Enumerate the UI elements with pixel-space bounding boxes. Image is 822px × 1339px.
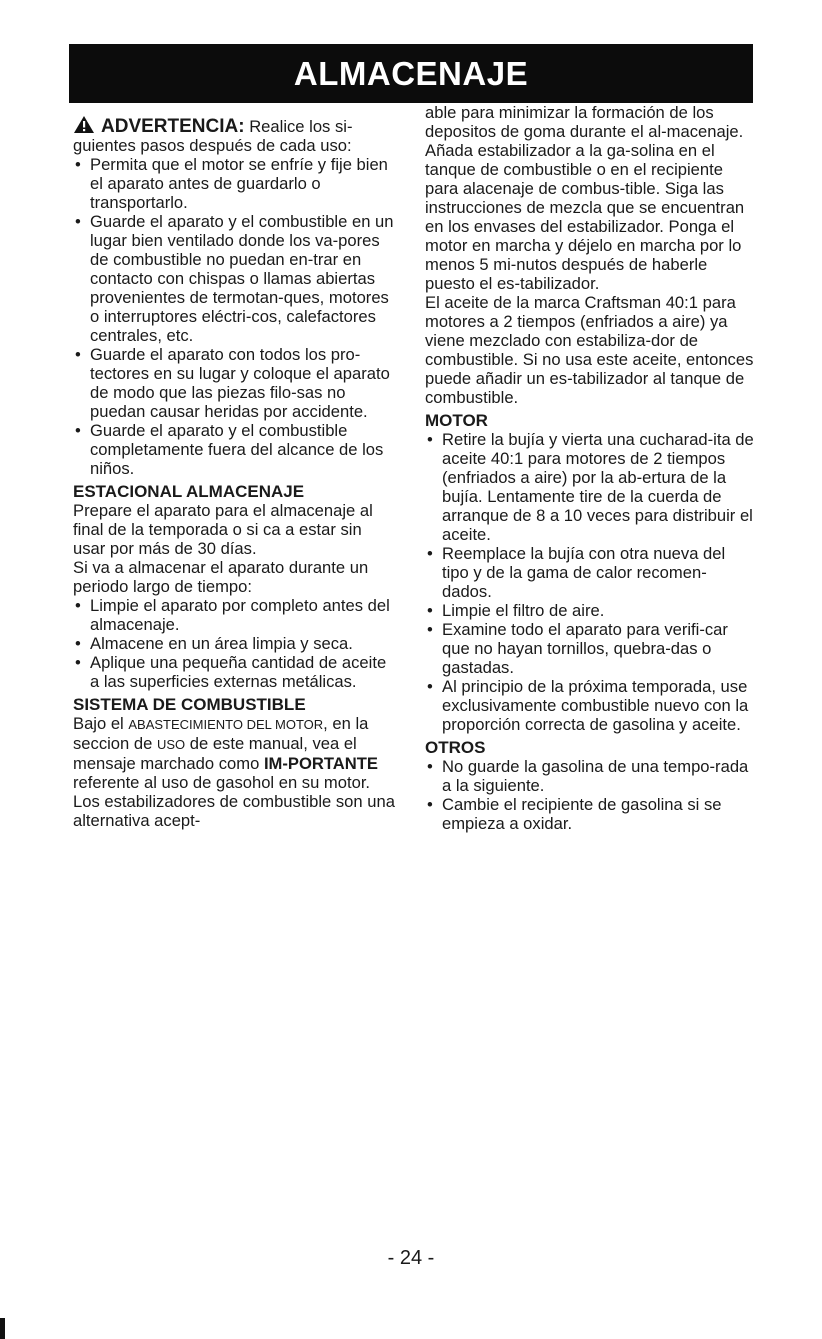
warning-title: ADVERTENCIA: bbox=[101, 116, 245, 137]
warning-list bbox=[73, 155, 395, 478]
warning-triangle-icon bbox=[73, 115, 95, 134]
warning-intro bbox=[73, 115, 395, 155]
seasonal-list bbox=[73, 596, 395, 691]
fuel-text: , en la seccion de bbox=[73, 714, 369, 753]
list-item: • Cambie el recipiente de gasolina si se empieza a oxidar. bbox=[425, 795, 755, 833]
page-title: ALMACENAJE bbox=[69, 44, 753, 103]
scan-edge-mark bbox=[0, 1318, 5, 1339]
list-item: • Guarde el aparato y el combustible completamente fuera del alcance de los niños. bbox=[73, 421, 395, 478]
fuel-ref-use: USO bbox=[156, 737, 186, 752]
list-item: • Al principio de la próxima temporada, use exclusivamente combustible nuevo con la proporción correcta de gasolina y aceite. bbox=[425, 677, 755, 734]
list-item: • Guarde el aparato y el combustible en un lugar bien ventilado donde los va-pores de combustible no puedan en-trar en contacto con chispas o llamas abiertas provenientes de termotan-ques, motores o interruptores eléctri-cos, calefactores centrales, etc. bbox=[73, 212, 395, 345]
list-item: • Almacene en un área limpia y seca. bbox=[73, 634, 395, 653]
fuel-text: Bajo el bbox=[73, 714, 124, 733]
section-heading-seasonal: ESTACIONAL ALMACENAJE bbox=[73, 482, 305, 501]
list-item: • Limpie el filtro de aire. bbox=[425, 601, 755, 620]
fuel-paragraph bbox=[73, 714, 395, 830]
list-item: • Examine todo el aparato para verifi-car que no hayan tornillos, quebra-das o gastadas. bbox=[425, 620, 755, 677]
list-item: • Reemplace la bujía con otra nueva del tipo y de la gama de calor recomen-dados. bbox=[425, 544, 755, 601]
otros-list bbox=[425, 757, 755, 833]
list-item: • Retire la bujía y vierta una cucharad-ita de aceite 40:1 para motores de 2 tiempos (enfriados a aire) por la ab-ertura de la bujía. Lentamente tire de la cuerda de arranque de 8 a 10 veces para distribuir el aceite. bbox=[425, 430, 755, 544]
section-heading-fuel: SISTEMA DE COMBUSTIBLE bbox=[73, 695, 306, 714]
fuel-paragraph-continued: able para minimizar la formación de los depositos de goma durante el al-macenaje. Añada estabilizador a la ga-solina en el tanque de combustible o en el recipiente para alacenaje de combus-tible. Siga las instrucciones de mezcla que se encuentran en los envases del estabilizador. Ponga el motor en marcha y déjelo en marcha por lo menos 5 mi-nutos después de haberle puesto el es-tabilizador. bbox=[425, 103, 745, 293]
list-item: • Aplique una pequeña cantidad de aceite a las superficies externas metálicas. bbox=[73, 653, 395, 691]
page-number: - 24 - bbox=[387, 1247, 435, 1269]
left-column bbox=[73, 103, 395, 830]
right-column bbox=[425, 103, 755, 833]
warning-intro-text: Realice los si-guientes pasos después de cada uso: bbox=[73, 117, 353, 155]
seasonal-paragraph-2: Si va a almacenar el aparato durante un periodo largo de tiempo: bbox=[73, 558, 369, 596]
list-item: • Guarde el aparato con todos los pro-tectores en su lugar y coloque el aparato de modo que las piezas filo-sas no puedan causar heridas por accidente. bbox=[73, 345, 395, 421]
list-item: • Permita que el motor se enfríe y fije bien el aparato antes de guardarlo o transportarlo. bbox=[73, 155, 395, 212]
list-item: • Limpie el aparato por completo antes del almacenaje. bbox=[73, 596, 395, 634]
fuel-text: de este manual, vea el mensaje marchado como bbox=[73, 734, 357, 773]
motor-list bbox=[425, 430, 755, 734]
fuel-important-label: IM-PORTANTE bbox=[263, 754, 378, 773]
fuel-paragraph-2: El aceite de la marca Craftsman 40:1 para motores a 2 tiempos (enfriados a aire) ya viene mezclado con estabiliza-dor de combustible. Si no usa este aceite, entonces puede añadir un es-tabilizador al tanque de combustible. bbox=[425, 293, 754, 407]
fuel-ref-section: ABASTECIMIENTO DEL MOTOR bbox=[128, 717, 324, 732]
section-heading-otros: OTROS bbox=[425, 738, 486, 757]
list-item: • No guarde la gasolina de una tempo-rada a la siguiente. bbox=[425, 757, 755, 795]
section-heading-motor: MOTOR bbox=[425, 411, 488, 430]
seasonal-paragraph-1: Prepare el aparato para el almacenaje al final de la temporada o si ca a estar sin usar por más de 30 días. bbox=[73, 501, 373, 558]
fuel-text: referente al uso de gasohol en su motor. Los estabilizadores de combustible son una alternativa acept- bbox=[73, 773, 395, 830]
